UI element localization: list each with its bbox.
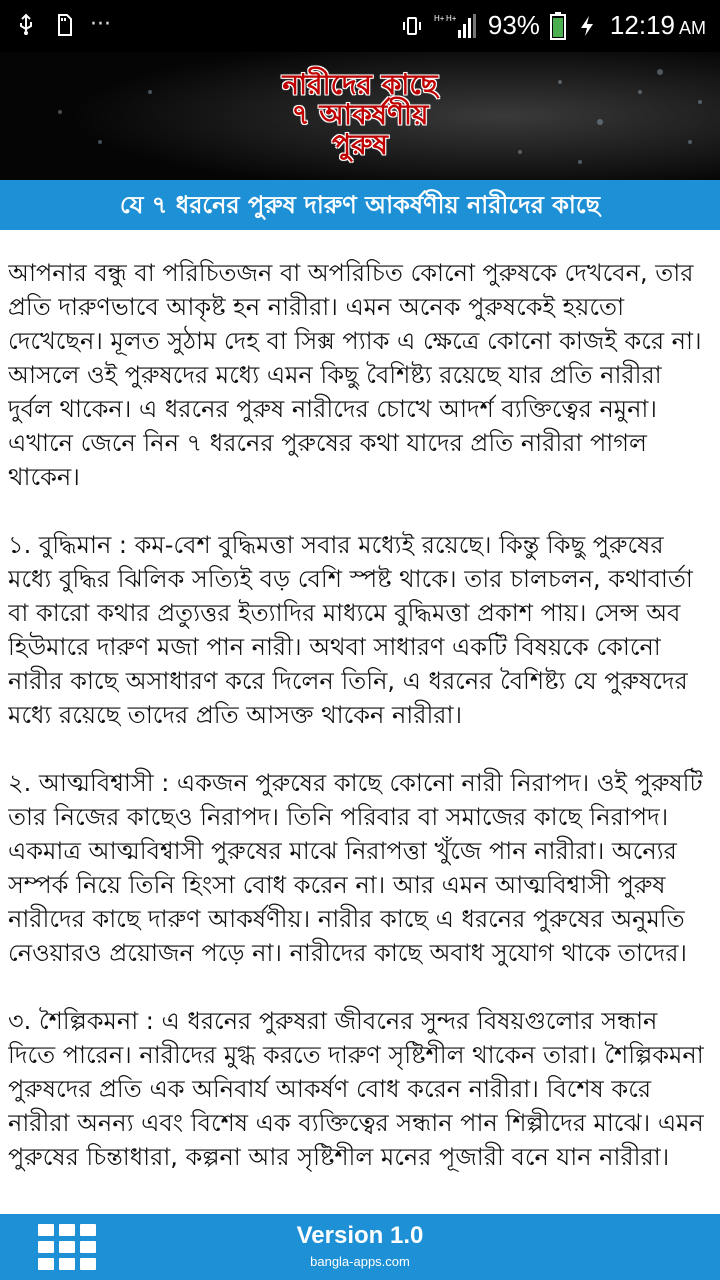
paragraph-point-3: ৩. শৈল্পিকমনা : এ ধরনের পুরুষরা জীবনের সুন্দর বিষয়গুলোর সন্ধান দিতে পারেন। নারীদের মুগ্ধ করতে দারুণ সৃষ্টিশীল থাকেন তারা। শৈল্পিকমনা পুরুষদের প্রতি এক অনিবার্য আকর্ষণ বোধ করেন নারীরা। বিশেষ করে নারীরা অনন্য এবং বিশেষ এক ব্যক্তিত্বের সন্ধান পান শিল্পীদের মাঝে। এমন পুরুষের চিন্তাধারা, কল্পনা আর সৃষ্টিশীল মনের পূজারী বনে যান নারীরা। — [8, 1007, 704, 1171]
charging-icon — [576, 14, 600, 38]
bottom-bar — [0, 1214, 720, 1280]
clock — [610, 10, 706, 41]
header-banner — [0, 52, 720, 180]
status-right — [400, 10, 706, 41]
more-notifications-icon: ··· — [90, 12, 111, 37]
version-label: Version 1.0 — [296, 1222, 424, 1249]
status-bar — [0, 0, 720, 52]
paragraph-point-2: ২. আত্মবিশ্বাসী : একজন পুরুষের কাছে কোনো নারী নিরাপদ। ওই পুরুষটি তার নিজের কাছেও নিরাপদ। তিনি পরিবার বা সমাজের কাছে নিরাপদ। একমাত্র আত্মবিশ্বাসী পুরুষের মাঝে নিরাপত্তা খুঁজে পান নারীরা। অন্যের সম্পর্ক নিয়ে তিনি হিংসা বোধ করেন না। আর এমন আত্মবিশ্বাসী পুরুষ নারীদের কাছে দারুণ আকর্ষণীয়। নারীর কাছে এ ধরনের পুরুষের অনুমতি নেওয়ারও প্রয়োজন পড়ে না। নারীদের কাছে অবাধ সুযোগ থাকে তাদের। — [8, 769, 703, 967]
battery-icon — [550, 12, 566, 40]
banner-title — [200, 70, 520, 160]
paragraph-point-1: ১. বুদ্ধিমান : কম-বেশ বুদ্ধিমত্তা সবার মধ্যেই রয়েছে। কিন্তু কিছু পুরুষের মধ্যে বুদ্ধির ঝিলিক সত্যিই বড় বেশি স্পষ্ট থাকে। তার চালচলন, কথাবার্তা বা কারো কথার প্রত্যুত্তর ইত্যাদির মাধ্যমে বুদ্ধিমত্তা প্রকাশ পায়। সেন্স অব হিউমারে দারুণ মজা পান নারী। অথবা সাধারণ একটি বিষয়কে কোনো নারীর কাছে অসাধারণ করে দিলেন তিনি, এ ধরনের বৈশিষ্ট্য যে পুরুষদের মধ্যে রয়েছে তাদের প্রতি আসক্ত থাকেন নারীরা। — [8, 531, 693, 729]
banner-line-1: নারীদের কাছে — [282, 68, 438, 101]
banner-line-3: পুরুষ — [332, 128, 388, 161]
vibrate-icon — [400, 14, 424, 38]
banner-line-2: ৭ আকর্ষণীয় — [291, 98, 429, 131]
sd-card-icon — [52, 13, 76, 37]
signal-icon — [434, 12, 478, 40]
article-heading: যে ৭ ধরনের পুরুষ দারুণ আকর্ষণীয় নারীদের কাছে — [0, 180, 720, 230]
battery-percent: 93% — [487, 10, 540, 40]
usb-icon — [14, 13, 38, 37]
clock-ampm: AM — [679, 18, 706, 38]
site-link[interactable]: bangla-apps.com — [310, 1254, 410, 1269]
status-left — [14, 12, 111, 37]
article-content[interactable] — [8, 256, 712, 1216]
paragraph-intro: আপনার বন্ধু বা পরিচিতজন বা অপরিচিত কোনো পুরুষকে দেখবেন, তার প্রতি দারুণভাবে আকৃষ্ট হন নারীরা। এমন অনেক পুরুষকেই হয়তো দেখেছেন। মূলত সুঠাম দেহ বা সিক্স প্যাক এ ক্ষেত্রে কোনো কাজই করে না। আসলে ওই পুরুষদের মধ্যে এমন কিছু বৈশিষ্ট্য রয়েছে যার প্রতি নারীরা দুর্বল থাকেন। এ ধরনের পুরুষ নারীদের চোখে আদর্শ ব্যক্তিত্বের নমুনা। এখানে জেনে নিন ৭ ধরনের পুরুষের কথা যাদের প্রতি নারীরা পাগল থাকেন। — [8, 259, 702, 491]
svg-text:H+: H+ — [433, 13, 445, 23]
svg-text:H+: H+ — [445, 13, 457, 23]
clock-time: 12:19 — [609, 10, 675, 40]
